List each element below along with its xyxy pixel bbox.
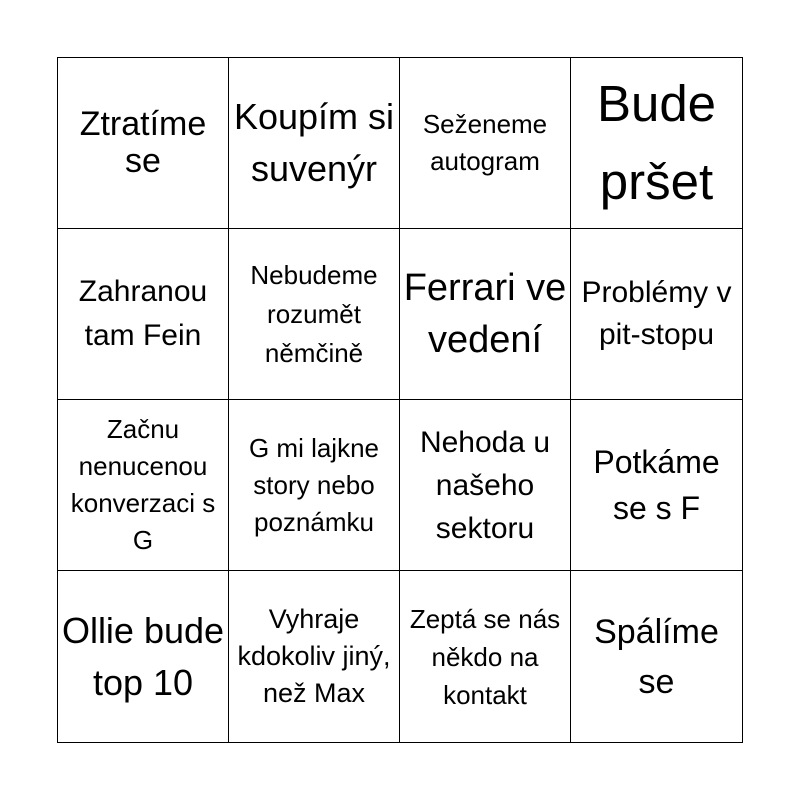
bingo-cell-label: Bude pršet [596,75,717,210]
bingo-cell[interactable] [58,571,229,742]
bingo-board [57,57,743,743]
bingo-cell-label: Seženeme autogram [422,109,548,176]
bingo-cell-label: Potkáme se s F [593,444,720,526]
bingo-cell[interactable] [229,58,400,229]
bingo-cell[interactable] [571,400,742,571]
bingo-cell[interactable] [58,229,229,400]
bingo-cell-label: Vyhraje kdokoliv jiný, než Max [237,604,391,708]
bingo-cell-label: Ollie bude top 10 [61,609,225,703]
bingo-cell-label: Nehoda u našeho sektoru [419,425,551,545]
bingo-cell[interactable] [571,229,742,400]
bingo-cell[interactable] [571,58,742,229]
bingo-cell-label: Problémy v pit-stopu [581,276,732,351]
bingo-cell[interactable] [58,58,229,229]
bingo-cell[interactable] [229,229,400,400]
bingo-cell[interactable] [229,571,400,742]
bingo-cell-label: Spálíme se [594,612,719,701]
bingo-cell[interactable] [400,58,571,229]
bingo-cell-label: Koupím si suvenýr [233,96,395,189]
bingo-cell-label: G mi lajkne story nebo poznámku [248,432,380,537]
bingo-cell-label: Ferrari ve vedení [403,267,567,361]
bingo-cell[interactable] [58,400,229,571]
bingo-cell-label: Nebudeme rozumět němčině [250,259,378,368]
bingo-cell[interactable] [571,571,742,742]
bingo-cell-label: Zahranou tam Fein [78,275,208,352]
bingo-cell[interactable] [400,571,571,742]
bingo-cell-label: Začnu nenucenou konverzaci s G [70,414,216,555]
bingo-cell-label: Ztratíme se [79,105,207,180]
bingo-cell-label: Zeptá se nás někdo na kontakt [409,603,561,710]
bingo-cell[interactable] [400,400,571,571]
bingo-cell[interactable] [229,400,400,571]
bingo-cell[interactable] [400,229,571,400]
